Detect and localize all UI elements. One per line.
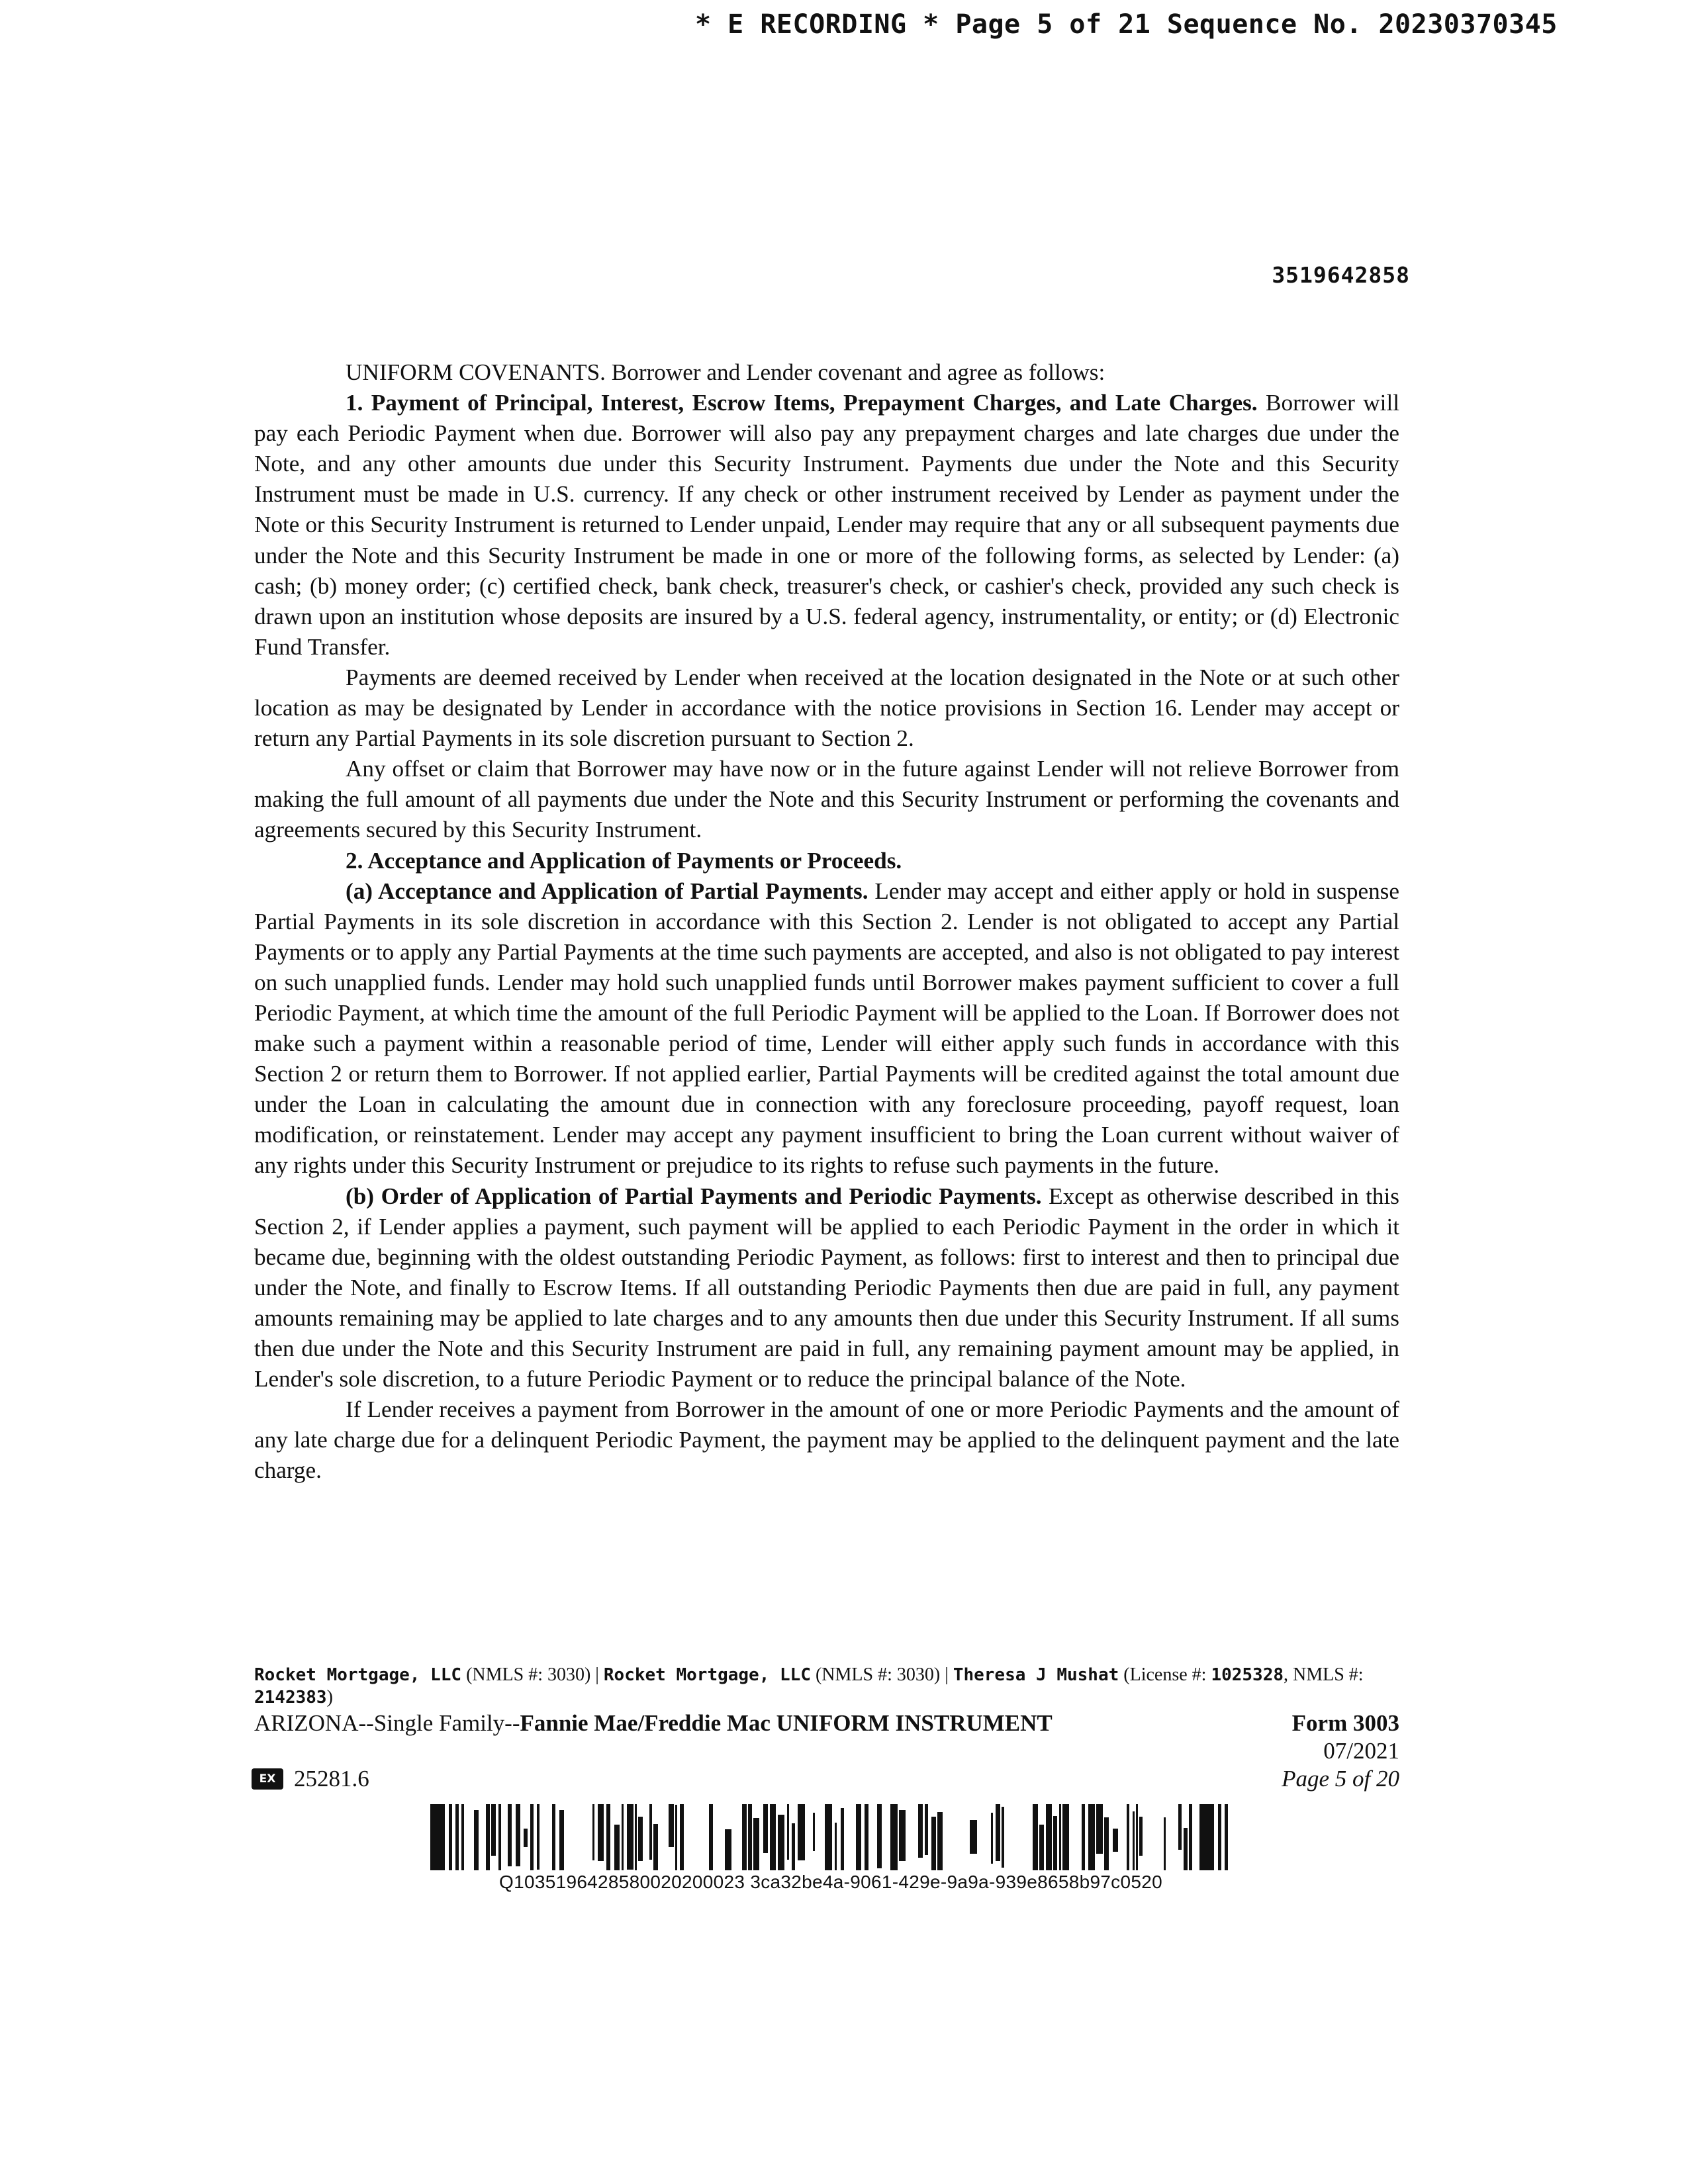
originator-name: Theresa J Mushat <box>953 1665 1119 1685</box>
originator-close: ) <box>326 1687 333 1707</box>
document-body <box>254 357 1399 1486</box>
originator-license-label: (License #: <box>1119 1664 1211 1685</box>
lender-info <box>254 1664 1399 1709</box>
form-state: ARIZONA <box>254 1710 359 1736</box>
section-1-paragraph <box>254 388 1399 662</box>
late-charge-paragraph: If Lender receives a payment from Borrower in the amount of one or more Periodic Payments and the amount of any late charge due for a delinquent Periodic Payment, the payment may be applied to the delinquent payment and the late charge. <box>254 1396 1399 1484</box>
lender-2-name: Rocket Mortgage, LLC <box>603 1665 811 1685</box>
section-2b-heading: (b) Order of Application of Partial Payments and Periodic Payments. <box>346 1183 1042 1209</box>
form-date: 07/2021 <box>1323 1738 1399 1764</box>
offset-paragraph: Any offset or claim that Borrower may have now or in the future against Lender will not relieve Borrower from making the full amount of all payments due under the Note and this Security Instrument or performing the covenants and agreements secured by this Security Instrument. <box>254 756 1399 843</box>
ex-logo-icon: EX <box>252 1768 283 1790</box>
page-label: Page 5 of 20 <box>1282 1766 1399 1792</box>
form-title <box>254 1710 1053 1737</box>
section-2a-text: Lender may accept and either apply or hold in suspense Partial Payments in its sole discretion in accordance with this Section 2. Lender is not obligated to accept any Partial Payments or to apply any Partial Payments at the time such payments are accepted, and also is not obligated to pay interest on such unapplied funds. Lender may hold such unapplied funds until Borrower makes payment sufficient to cover a full Periodic Payment, at which time the amount of the full Periodic Payment will be applied to the Loan. If Borrower does not make such a payment within a reasonable period of time, Lender will either apply such funds in accordance with this Section 2 or return them to Borrower. If not applied earlier, Partial Payments will be credited against the total amount due under the Loan in calculating the amount due in connection with any foreclosure proceeding, payoff request, loan modification, or reinstatement. Lender may accept any payment insufficient to bring the Loan current without waiver of any rights under this Security Instrument or prejudice to its rights to refuse such payments in the future. <box>254 878 1399 1179</box>
form-agency: Fannie Mae/Freddie Mac UNIFORM INSTRUMENT <box>520 1710 1053 1736</box>
originator-nmls-label: , NMLS #: <box>1284 1664 1364 1685</box>
lender-1-nmls: (NMLS #: 3030) | <box>461 1664 604 1685</box>
section-2a-paragraph <box>254 876 1399 1181</box>
doc-code-number: 25281.6 <box>294 1766 369 1792</box>
section-2b-paragraph <box>254 1181 1399 1395</box>
covenants-intro: UNIFORM COVENANTS. Borrower and Lender covenant and agree as follows: <box>346 359 1105 385</box>
recording-header: * E RECORDING * Page 5 of 21 Sequence No. 20230370345 <box>695 9 1558 40</box>
section-2a-heading: (a) Acceptance and Application of Partial Payments. <box>346 878 868 904</box>
originator-nmls: 2142383 <box>254 1688 327 1707</box>
lender-2-nmls: (NMLS #: 3030) | <box>810 1664 953 1685</box>
barcode-text: Q1035196428580020200023 3ca32be4a-9061-429e-9a9a-939e8658b97c0520 <box>499 1872 1162 1892</box>
originator-license: 1025328 <box>1211 1665 1284 1685</box>
document-code <box>252 1766 369 1792</box>
section-1-text: Borrower will pay each Periodic Payment when due. Borrower will also pay any prepayment charges and late charges due under the Note, and any other amounts due under this Security Instrument. Payments due under the Note and this Security Instrument must be made in U.S. currency. If any check or other instrument received by Lender as payment under the Note or this Security Instrument is returned to Lender unpaid, Lender may require that any or all subsequent payments due under the Note and this Security Instrument be made in one or more of the following forms, as selected by Lender: (a) cash; (b) money order; (c) certified check, bank check, treasurer's check, or cashier's check, provided any such check is drawn upon an institution whose deposits are insured by a U.S. federal agency, instrumentality, or entity; or (d) Electronic Fund Transfer. <box>254 390 1399 660</box>
loan-number: 3519642858 <box>1272 262 1410 288</box>
lender-1-name: Rocket Mortgage, LLC <box>254 1665 462 1685</box>
section-2b-text: Except as otherwise described in this Section 2, if Lender applies a payment, such payment will be applied to each Periodic Payment in the order in which it became due, beginning with the oldest outstanding Periodic Payment, as follows: first to interest and then to principal due under the Note, and finally to Escrow Items. If all outstanding Periodic Payments then due are paid in full, any payment amounts remaining may be applied to late charges and to any amounts then due under this Security Instrument. If all sums then due under the Note and this Security Instrument are paid in full, any remaining payment amount may be applied, in Lender's sole discretion, to a future Periodic Payment or to reduce the principal balance of the Note. <box>254 1183 1399 1392</box>
form-number: Form 3003 <box>1291 1710 1399 1736</box>
section-2-heading: 2. Acceptance and Application of Payments or Proceeds. <box>346 847 902 874</box>
barcode <box>430 1804 1231 1870</box>
section-1-heading: 1. Payment of Principal, Interest, Escrow Items, Prepayment Charges, and Late Charges. <box>346 390 1258 416</box>
payments-received-paragraph: Payments are deemed received by Lender when received at the location designated in the Note or at such other location as may be designated by Lender in accordance with the notice provisions in Section 16. Lender may accept or return any Partial Payments in its sole discretion pursuant to Section 2. <box>254 664 1399 752</box>
form-type: --Single Family-- <box>358 1710 520 1736</box>
